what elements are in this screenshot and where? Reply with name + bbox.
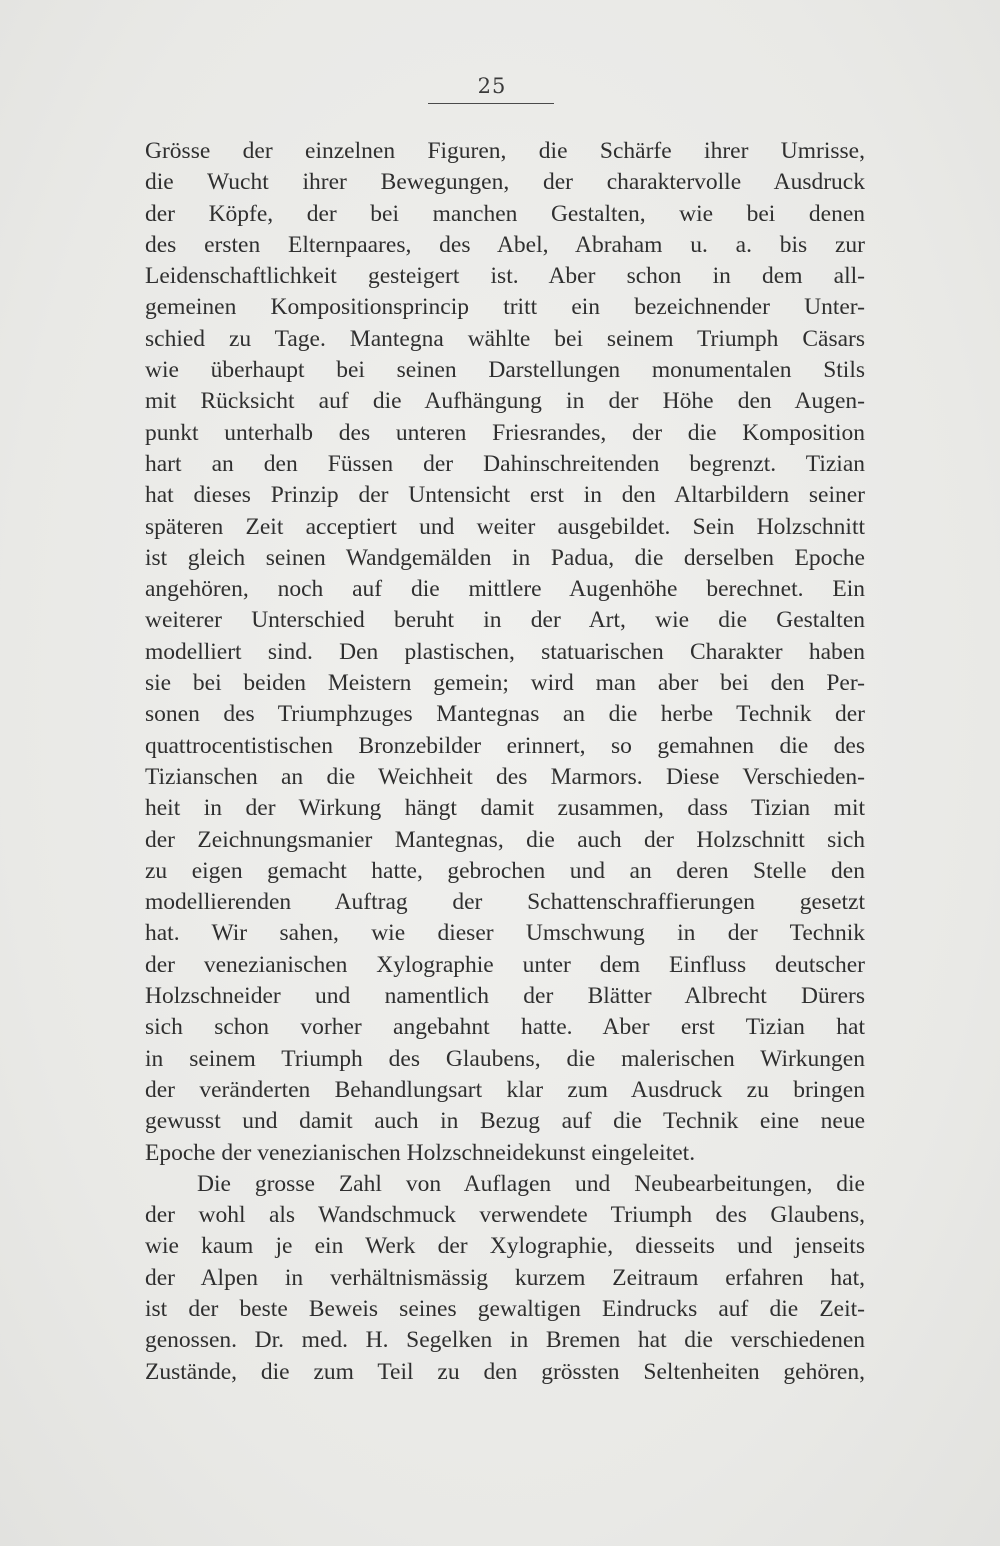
text-line: heit in der Wirkung hängt damit zusammen, dass Tizian mit <box>145 795 865 822</box>
header-rule <box>428 103 554 104</box>
text-line: Leidenschaftlichkeit gesteigert ist. Aber schon in dem all- <box>145 263 865 290</box>
text-line: punkt unterhalb des unteren Friesrandes, der die Komposition <box>145 419 865 446</box>
text-line: wie überhaupt bei seinen Darstellungen monumentalen Stils <box>145 357 865 384</box>
text-line: sie bei beiden Meistern gemein; wird man aber bei den Per- <box>145 670 865 697</box>
body-text <box>145 136 865 1388</box>
text-line: ist gleich seinen Wandgemälden in Padua, die derselben Epoche <box>145 544 865 571</box>
text-line: späteren Zeit acceptiert und weiter ausgebildet. Sein Holzschnitt <box>145 513 865 540</box>
text-line: mit Rücksicht auf die Aufhängung in der Höhe den Augen- <box>145 388 865 415</box>
text-line: Epoche der venezianischen Holzschneidekunst eingeleitet. <box>145 1139 696 1166</box>
text-line: in seinem Triumph des Glaubens, die malerischen Wirkungen <box>145 1045 865 1072</box>
text-line: Zustände, die zum Teil zu den grössten Seltenheiten gehören, <box>145 1358 865 1385</box>
text-line: zu eigen gemacht hatte, gebrochen und an deren Stelle den <box>145 857 865 884</box>
text-line: genossen. Dr. med. H. Segelken in Bremen hat die verschiedenen <box>145 1327 865 1354</box>
text-line: sonen des Triumphzuges Mantegnas an die herbe Technik der <box>145 701 865 728</box>
text-line: modelliert sind. Den plastischen, statuarischen Charakter haben <box>145 638 865 665</box>
text-line: wie kaum je ein Werk der Xylographie, diesseits und jenseits <box>145 1233 865 1260</box>
text-line: der wohl als Wandschmuck verwendete Triumph des Glaubens, <box>145 1202 865 1229</box>
text-line: der veränderten Behandlungsart klar zum Ausdruck zu bringen <box>145 1076 865 1103</box>
text-line: angehören, noch auf die mittlere Augenhöhe berechnet. Ein <box>145 576 865 603</box>
text-line: Holzschneider und namentlich der Blätter Albrecht Dürers <box>145 983 865 1010</box>
text-line: der venezianischen Xylographie unter dem Einfluss deutscher <box>145 951 865 978</box>
text-line: der Alpen in verhältnismässig kurzem Zeitraum erfahren hat, <box>145 1264 865 1291</box>
text-line: der Zeichnungsmanier Mantegnas, die auch der Holzschnitt sich <box>145 826 865 853</box>
text-line: weiterer Unterschied beruht in der Art, wie die Gestalten <box>145 607 865 634</box>
text-line: der Köpfe, der bei manchen Gestalten, wie bei denen <box>145 200 865 227</box>
page-number: 25 <box>477 74 507 98</box>
text-line: Die grosse Zahl von Auflagen und Neubearbeitungen, die <box>197 1170 865 1197</box>
text-line: die Wucht ihrer Bewegungen, der charaktervolle Ausdruck <box>145 169 865 196</box>
text-line: hat dieses Prinzip der Untensicht erst in den Altarbildern seiner <box>145 482 865 509</box>
text-line: schied zu Tage. Mantegna wählte bei seinem Triumph Cäsars <box>145 325 865 352</box>
text-line: hat. Wir sahen, wie dieser Umschwung in der Technik <box>145 920 865 947</box>
text-line: sich schon vorher angebahnt hatte. Aber erst Tizian hat <box>145 1014 865 1041</box>
text-line: gemeinen Kompositionsprincip tritt ein bezeichnender Unter- <box>145 294 865 321</box>
text-line: Tizianschen an die Weichheit des Marmors. Diese Verschieden- <box>145 763 865 790</box>
text-line: modellierenden Auftrag der Schattenschraffierungen gesetzt <box>145 889 865 916</box>
text-line: gewusst und damit auch in Bezug auf die Technik eine neue <box>145 1108 865 1135</box>
text-line: Grösse der einzelnen Figuren, die Schärfe ihrer Umrisse, <box>145 138 865 164</box>
paragraph <box>145 1169 865 1388</box>
text-line: quattrocentistischen Bronzebilder erinnert, so gemahnen die des <box>145 732 865 759</box>
paragraph <box>145 136 865 1169</box>
text-line: ist der beste Beweis seines gewaltigen Eindrucks auf die Zeit- <box>145 1295 865 1322</box>
text-line: des ersten Elternpaares, des Abel, Abraham u. a. bis zur <box>145 231 865 258</box>
text-line: hart an den Füssen der Dahinschreitenden begrenzt. Tizian <box>145 450 865 477</box>
